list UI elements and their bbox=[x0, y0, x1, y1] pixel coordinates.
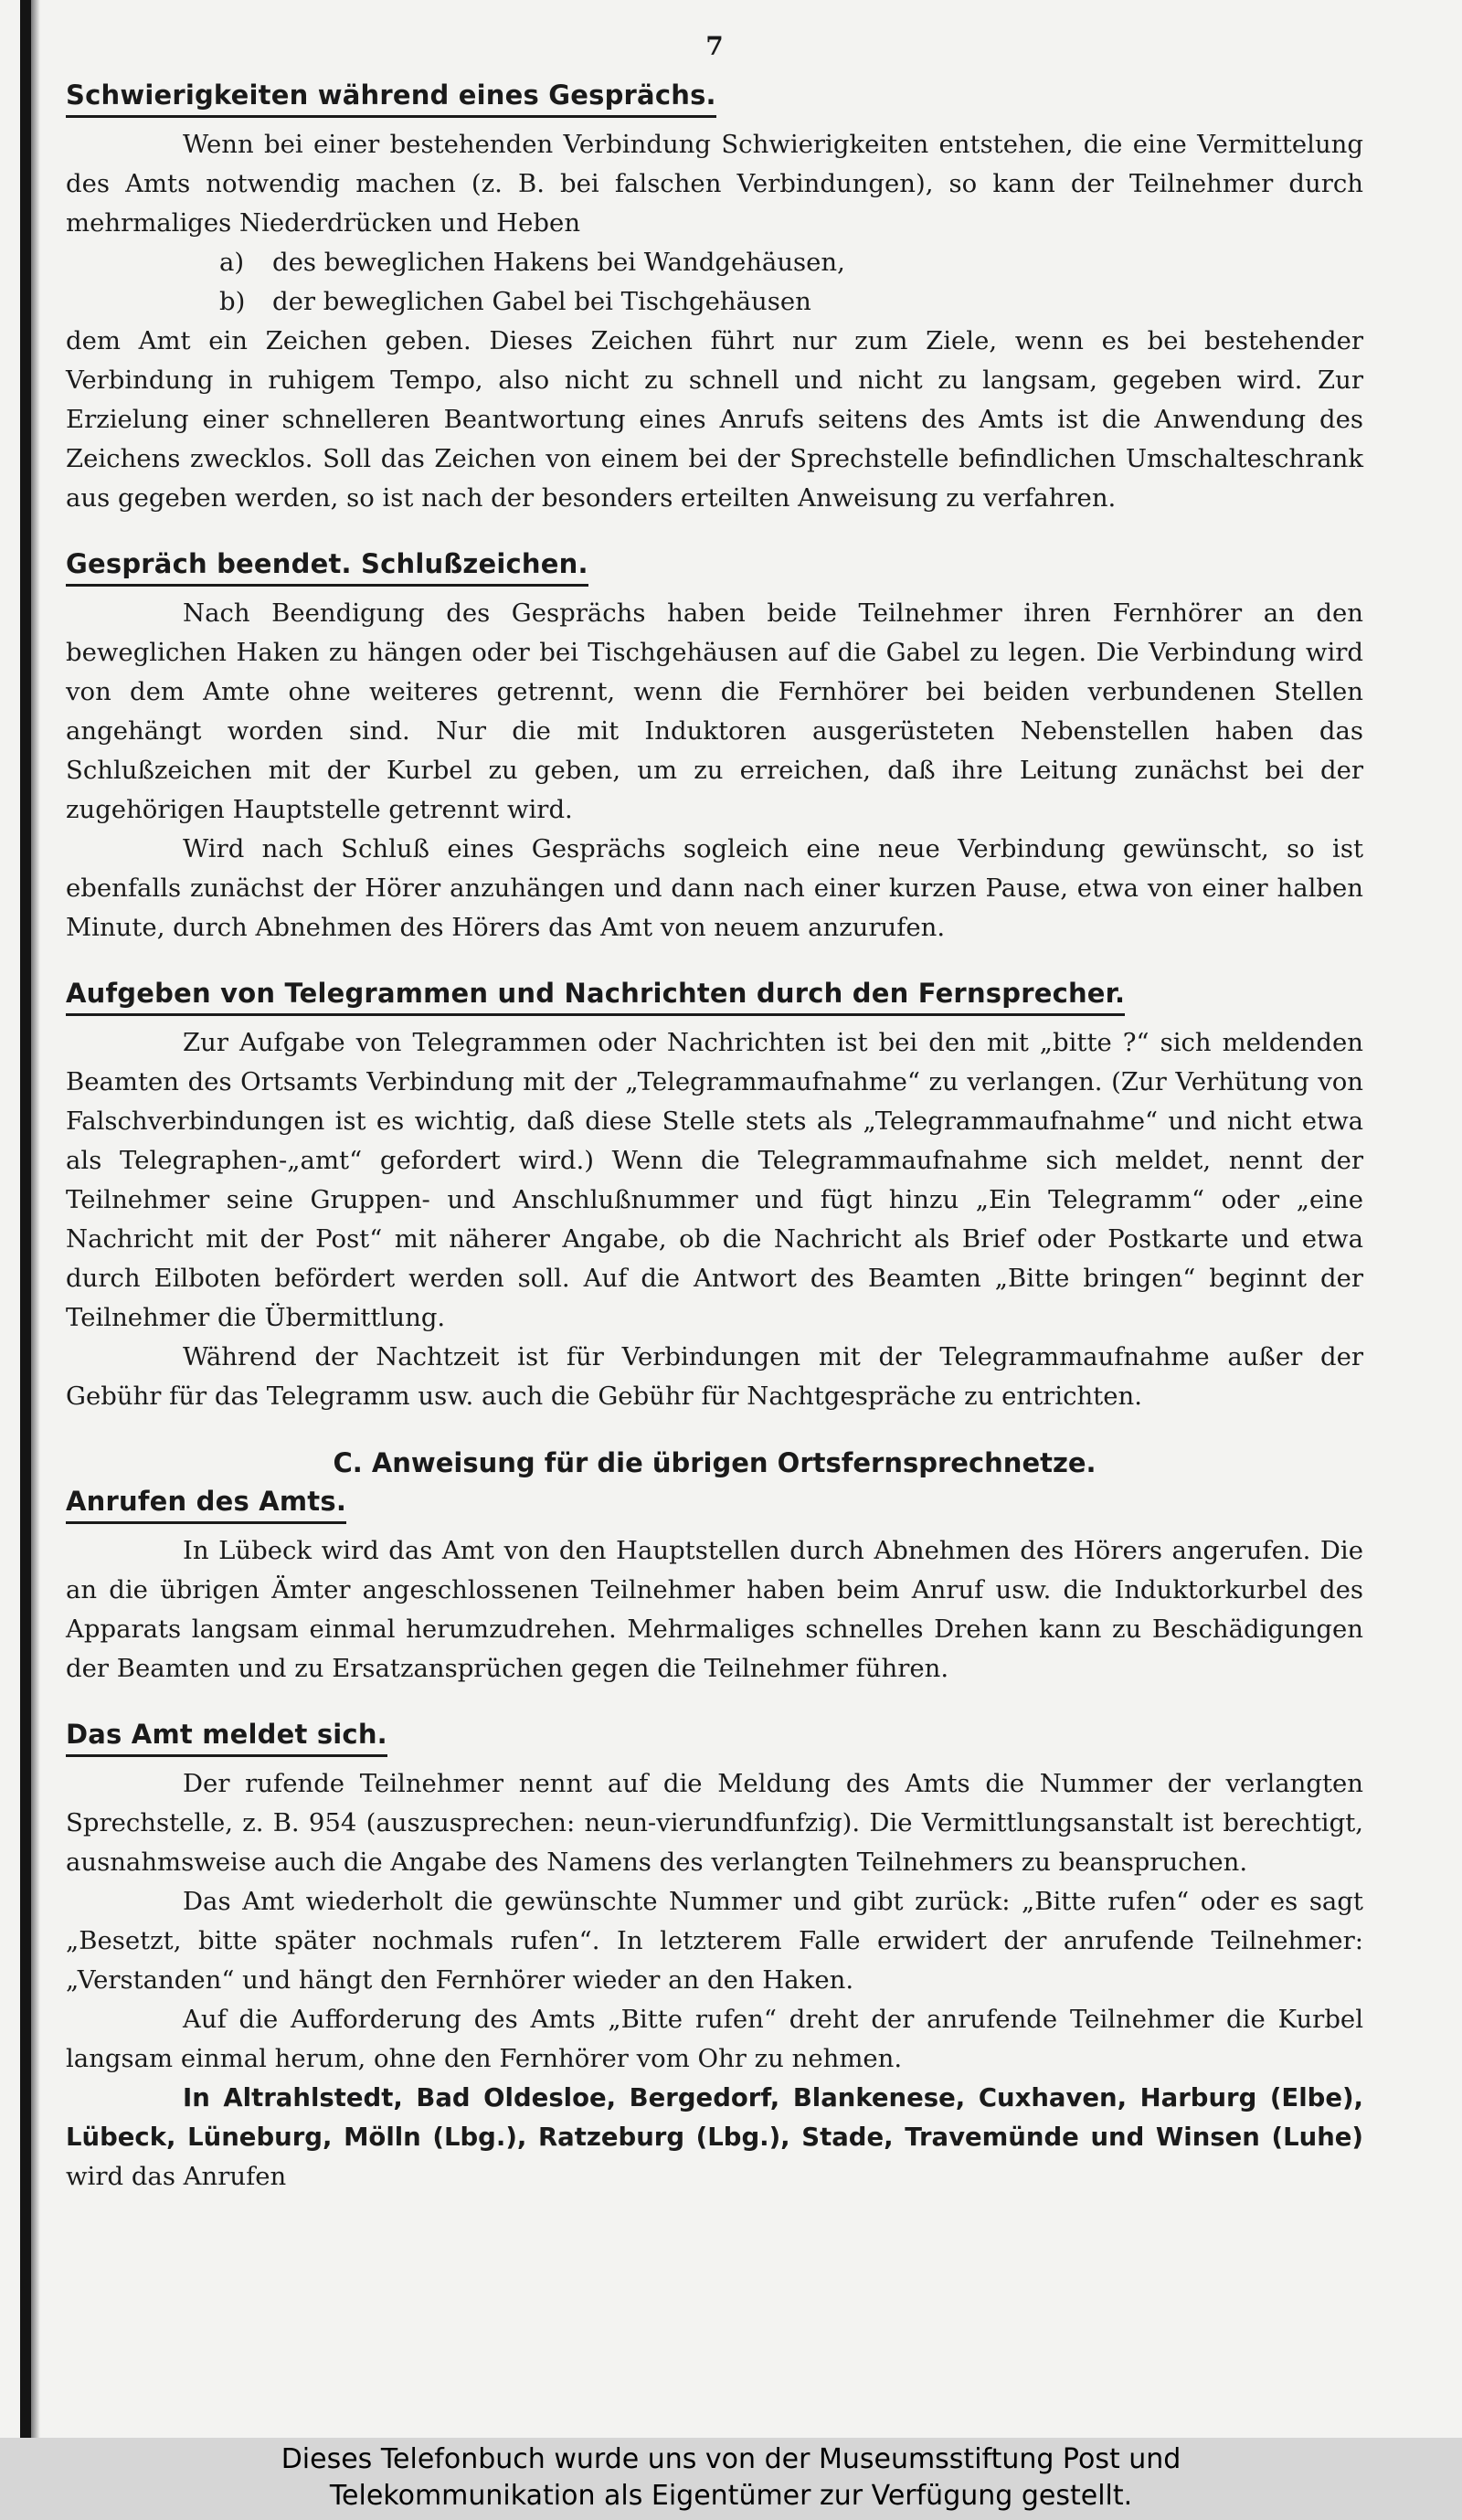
footer-line: Dieses Telefonbuch wurde uns von der Museumsstiftung Post und bbox=[281, 2443, 1181, 2475]
heading-call-ended: Gespräch beendet. Schlußzeichen. bbox=[66, 545, 588, 587]
section-exchange-answers bbox=[66, 1716, 1363, 2197]
heading-difficulties: Schwierigkeiten während eines Gesprächs. bbox=[66, 77, 716, 118]
paragraph bbox=[66, 2079, 1363, 2197]
binding-edge bbox=[20, 0, 31, 2438]
page-content bbox=[66, 27, 1363, 2197]
footer-line: Telekommunikation als Eigentümer zur Verfügung gestellt. bbox=[329, 2480, 1133, 2512]
list-item bbox=[219, 243, 1363, 282]
paragraph: Zur Aufgabe von Telegrammen oder Nachrichten ist bei den mit „bitte ?“ sich meldenden Beamten des Ortsamts Verbindung mit der „Telegrammaufnahme“ zu verlangen. (Zur Verhütung von Falschverbindungen ist es wichtig, daß diese Stelle stets als „Telegrammaufnahme“ und nicht etwa als Telegraphen-„amt“ gefordert wird.) Wenn die Telegrammaufnahme sich meldet, nennt der Teilnehmer seine Gruppen- und Anschlußnummer und fügt hinzu „Ein Telegramm“ oder „eine Nachricht mit der Post“ mit näherer Angabe, ob die Nachricht als Brief oder Postkarte und etwa durch Eilboten befördert werden soll. Auf die Antwort des Beamten „Bitte bringen“ beginnt der Teilnehmer die Übermittlung. bbox=[66, 1028, 1363, 1332]
paragraph: Wird nach Schluß eines Gesprächs sogleich eine neue Verbindung gewünscht, so ist ebenfalls zunächst der Hörer anzuhängen und dann nach einer kurzen Pause, etwa von einer halben Minute, durch Abnehmen des Hörers das Amt von neuem anzurufen. bbox=[66, 834, 1363, 942]
section-c-title: C. Anweisung für die übrigen Ortsfernsprechnetze. bbox=[333, 1447, 1096, 1478]
paragraph: Wenn bei einer bestehenden Verbindung Schwierigkeiten entstehen, die eine Vermittelung des Amts notwendig machen (z. B. bei falschen Verbindungen), so kann der Teilnehmer durch mehrmaliges Niederdrücken und Heben bbox=[66, 130, 1363, 238]
list-marker: a) bbox=[219, 248, 245, 277]
list-item bbox=[219, 282, 1363, 322]
section-calling-exchange bbox=[66, 1483, 1363, 1689]
list-text: des beweglichen Hakens bei Wandgehäusen, bbox=[272, 248, 845, 277]
paragraph: Während der Nachtzeit ist für Verbindungen mit der Telegrammaufnahme außer der Gebühr für das Telegramm usw. auch die Gebühr für Nachtgespräche zu entrichten. bbox=[66, 1342, 1363, 1411]
paragraph: Nach Beendigung des Gesprächs haben beide Teilnehmer ihren Fernhörer an den beweglichen Haken zu hängen oder bei Tischgehäusen auf die Gabel zu legen. Die Verbindung wird von dem Amte ohne weiteres getrennt, wenn die Fernhörer bei beiden verbundenen Stellen angehängt worden sind. Nur die mit Induktoren ausgerüsteten Nebenstellen haben das Schlußzeichen mit der Kurbel zu geben, um zu erreichen, daß ihre Leitung zunächst bei der zugehörigen Hauptstelle getrennt wird. bbox=[66, 598, 1363, 824]
paragraph-continuation: wird das Anrufen bbox=[66, 2162, 287, 2191]
paragraph: Der rufende Teilnehmer nennt auf die Meldung des Amts die Nummer der verlangten Sprechstelle, z. B. 954 (auszusprechen: neun-vierundfunfzig). Die Vermittlungsanstalt ist berechtigt, ausnahmsweise auch die Angabe des Namens des verlangten Teilnehmers zu beanspruchen. bbox=[66, 1769, 1363, 1877]
heading-calling-exchange: Anrufen des Amts. bbox=[66, 1483, 346, 1524]
list-text: der beweglichen Gabel bei Tischgehäusen bbox=[272, 287, 811, 316]
list-marker: b) bbox=[219, 287, 246, 316]
section-call-ended bbox=[66, 545, 1363, 948]
heading-telegrams: Aufgeben von Telegrammen und Nachrichten durch den Fernsprecher. bbox=[66, 975, 1125, 1016]
paragraph: dem Amt ein Zeichen geben. Dieses Zeichen führt nur zum Ziele, wenn es bei bestehender Verbindung in ruhigem Tempo, also nicht zu schnell und nicht zu langsam, gegeben wird. Zur Erzielung einer schnelleren Beantwortung eines Anrufs seitens des Amts ist die Anwendung des Zeichens zwecklos. Soll das Zeichen von einem bei der Sprechstelle befindlichen Umschalteschrank aus gegeben werden, so ist nach der besonders erteilten Anweisung zu verfahren. bbox=[66, 326, 1363, 513]
paragraph: In Lübeck wird das Amt von den Hauptstellen durch Abnehmen des Hörers angerufen. Die an die übrigen Ämter angeschlossenen Teilnehmer haben beim Anruf usw. die Induktorkurbel des Apparats langsam einmal herumzudrehen. Mehrmaliges schnelles Drehen kann zu Beschädigungen der Beamten und zu Ersatzansprüchen gegen die Teilnehmer führen. bbox=[66, 1536, 1363, 1683]
list bbox=[219, 243, 1363, 322]
paragraph: Auf die Aufforderung des Amts „Bitte rufen“ dreht der anrufende Teilnehmer die Kurbel langsam einmal herum, ohne den Fernhörer vom Ohr zu nehmen. bbox=[66, 2005, 1363, 2073]
heading-exchange-answers: Das Amt meldet sich. bbox=[66, 1716, 387, 1757]
page-number: 7 bbox=[705, 31, 724, 61]
binding-shadow bbox=[31, 0, 40, 2438]
place-list: In Altrahlstedt, Bad Oldesloe, Bergedorf, Blankenese, Cuxhaven, Harburg (Elbe), Lübeck, Lüneburg, Mölln (Lbg.), Ratzeburg (Lbg.), Stade, Travemünde und Winsen (Luhe) bbox=[66, 2083, 1363, 2152]
section-telegrams bbox=[66, 975, 1363, 1416]
attribution-footer bbox=[0, 2438, 1462, 2520]
section-difficulties bbox=[66, 77, 1363, 518]
paragraph: Das Amt wiederholt die gewünschte Nummer und gibt zurück: „Bitte rufen“ oder es sagt „Besetzt, bitte später nochmals rufen“. In letzterem Falle erwidert der anrufende Teilnehmer: „Verstanden“ und hängt den Fernhörer wieder an den Haken. bbox=[66, 1887, 1363, 1995]
